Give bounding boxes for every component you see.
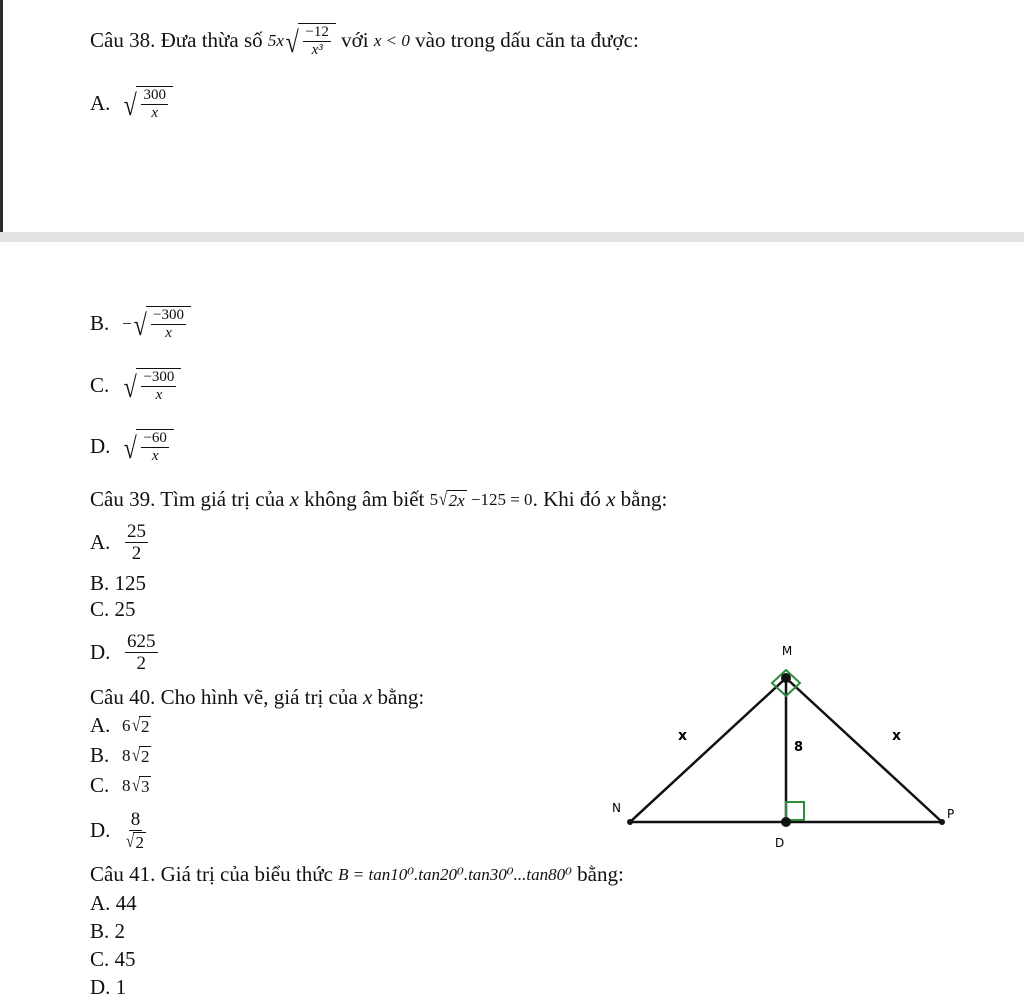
page-gap	[0, 232, 1024, 242]
q40-option-c[interactable]: C. 8 √ 3	[90, 772, 150, 797]
q39-equation: 5 √ 2x −125 = 0	[429, 488, 533, 510]
right-angle-d-marker	[786, 802, 804, 820]
q38-tail: vào trong dấu căn ta được:	[415, 27, 639, 52]
q38-option-d[interactable]: D. √ $\frac{-60}{x}$	[90, 423, 174, 469]
point-d	[781, 817, 791, 827]
q40-option-b[interactable]: B. 8 √ 2	[90, 742, 150, 767]
q39-option-c[interactable]: C. 25	[90, 596, 136, 621]
q40-option-d[interactable]: D. 8 √ 2	[90, 808, 144, 852]
q38-mid: với	[341, 27, 369, 52]
q38-option-c[interactable]: C. √ $\frac{-300}{x}$	[90, 362, 181, 408]
q39-title: Câu 39. Tìm giá trị của	[90, 486, 285, 511]
label-height-8: 8	[794, 740, 804, 755]
point-n	[627, 819, 633, 825]
q39-option-a[interactable]: A. $\frac{25}{2}$	[90, 520, 146, 564]
q41-question: Câu 41. Giá trị của biểu thức B = tan10⁰.tan20⁰.tan30⁰...tan80⁰ bằng:	[90, 861, 624, 886]
q39-question: Câu 39. Tìm giá trị của x không âm biết 5 √ 2x −125 = 0 . Khi đó x bằng:	[90, 486, 668, 511]
q38-title: Câu 38. Đưa thừa số	[90, 27, 263, 52]
q38-rad-den: x³	[311, 41, 323, 58]
label-p: P	[947, 807, 955, 821]
q41-option-d[interactable]: D. 1	[90, 974, 127, 999]
mp-segment	[786, 678, 942, 822]
q38-expression: 5x √ $\frac{-12}{\text{x³}}$	[268, 23, 336, 58]
left-border	[0, 0, 3, 232]
point-p	[939, 819, 945, 825]
q41-option-c[interactable]: C. 45	[90, 946, 136, 971]
label-n: N	[612, 801, 621, 815]
triangle-figure	[590, 636, 980, 858]
q40-option-a[interactable]: A. 6 √ 2	[90, 712, 150, 737]
label-d: D	[775, 836, 785, 850]
q38-question	[90, 22, 639, 58]
q39-option-b[interactable]: B. 125	[90, 570, 147, 595]
q38-factor: 5x	[267, 30, 284, 50]
label-m: M	[781, 644, 793, 658]
q38-condition: x < 0	[373, 30, 410, 50]
q41-option-b[interactable]: B. 2	[90, 918, 126, 943]
label-right-x: x	[892, 728, 902, 744]
point-m	[781, 673, 791, 683]
q41-title: Câu 41. Giá trị của biểu thức	[90, 861, 333, 886]
q40-title: Câu 40. Cho hình vẽ, giá trị của	[90, 684, 358, 709]
q38-option-b[interactable]: B. − √ $\frac{-300}{x}$	[90, 300, 191, 346]
q40-question: Câu 40. Cho hình vẽ, giá trị của x bằng:	[90, 684, 425, 709]
label-left-x: x	[678, 728, 688, 744]
q41-expression: B = tan10⁰.tan20⁰.tan30⁰...tan80⁰	[338, 864, 572, 884]
q39-option-d[interactable]: D. $\frac{625}{2}$	[90, 630, 156, 674]
q41-option-a[interactable]: A. 44	[90, 890, 137, 915]
q38-rad-num: −12	[305, 23, 329, 40]
mn-segment	[630, 678, 786, 822]
q38-option-a[interactable]: A. √ $\frac{300}{x}$	[90, 80, 173, 126]
